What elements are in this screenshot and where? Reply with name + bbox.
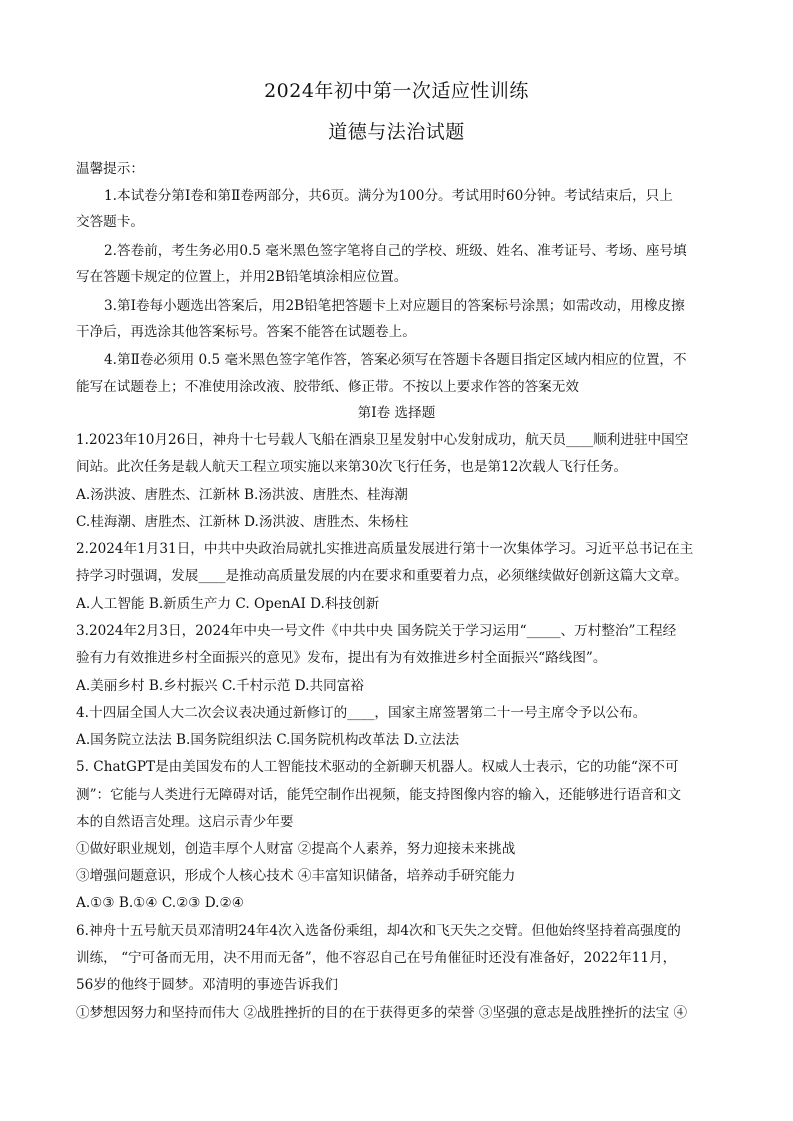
- notice-item-3-line-2: 干净后，再选涂其他答案标号。答案不能答在试题卷上。: [76, 324, 416, 340]
- question-1-line-2: 间站。此次任务是载人航天工程立项实施以来第30次飞行任务，也是第12次载人飞行任务。: [76, 459, 628, 475]
- question-5-options: A.①③ B.①④ C.②③ D.②④: [76, 895, 244, 911]
- question-3-line-1: 3.2024年2月3日，2024年中央一号文件《中共中央 国务院关于学习运用“_____、万村整治”工程经: [76, 623, 677, 639]
- question-3-options: A.美丽乡村 B.乡村振兴 C.千村示范 D.共同富裕: [76, 678, 364, 694]
- notice-item-4-line-1: 4.第Ⅱ卷必须用 0.5 毫米黑色签字笔作答，答案必须写在答题卡各题目指定区域内相应的位置，不: [104, 352, 687, 368]
- exam-title: 2024年初中第一次适应性训练: [264, 80, 529, 102]
- exam-subject: 道德与法治试题: [328, 121, 465, 143]
- question-5-statements-1: ①做好职业规划，创造丰厚个人财富 ②提高个人素养，努力迎接未来挑战: [76, 841, 516, 857]
- question-1-line-1: 1.2023年10月26日，神舟十七号载人飞船在酒泉卫星发射中心发射成功，航天员____顺利进驻中国空: [76, 432, 689, 448]
- question-6-line-1: 6.神舟十五号航天员邓清明24年4次入选备份乘组，却4次和飞天失之交臂。但他始终坚持着高强度的: [76, 923, 681, 939]
- question-5-statements-2: ③增强问题意识，形成个人核心技术 ④丰富知识储备，培养动手研究能力: [76, 868, 516, 884]
- question-1-options-1: A.汤洪波、唐胜杰、江新林 B.汤洪波、唐胜杰、桂海潮: [76, 487, 408, 503]
- question-2-line-1: 2.2024年1月31日，中共中央政治局就扎实推进高质量发展进行第十一次集体学习。习近平总书记在主: [76, 541, 694, 557]
- question-6-line-2: 训练， “宁可备而无用，决不用而无备”，他不容忍自己在号角催征时还没有准备好，2022年11月，: [76, 950, 677, 966]
- notice-item-3-line-1: 3.第Ⅰ卷每小题选出答案后，用2B铅笔把答题卡上对应题目的答案标号涂黑；如需改动，用橡皮擦: [104, 298, 685, 314]
- question-6-line-3: 56岁的他终于圆梦。邓清明的事迹告诉我们: [76, 977, 338, 993]
- question-3-line-2: 验有力有效推进乡村全面振兴的意见》发布，提出有为有效推进乡村全面振兴“路线图”。: [76, 650, 607, 666]
- notice-heading: 温馨提示：: [76, 161, 144, 177]
- notice-item-1-line-1: 1.本试卷分第Ⅰ卷和第Ⅱ卷两部分，共6页。满分为100分。考试用时60分钟。考试结束后，只上: [104, 188, 673, 204]
- question-4-line-1: 4.十四届全国人大二次会议表决通过新修订的____，国家主席签署第二十一号主席令予以公布。: [76, 705, 647, 721]
- question-5-line-1: 5. ChatGPT是由美国发布的人工智能技术驱动的全新聊天机器人。权威人士表示，它的功能“深不可: [76, 759, 679, 775]
- section-1-heading: 第Ⅰ卷 选择题: [357, 405, 436, 421]
- question-4-options: A.国务院立法法 B.国务院组织法 C.国务院机构改革法 D.立法法: [76, 732, 460, 748]
- question-6-statements-1: ①梦想因努力和坚持而伟大 ②战胜挫折的目的在于获得更多的荣誉 ③坚强的意志是战胜挫折的法宝 ④: [76, 1005, 688, 1021]
- question-5-line-3: 本的自然语言处理。这启示青少年要: [76, 814, 294, 830]
- question-1-options-2: C.桂海潮、唐胜杰、江新林 D.汤洪波、唐胜杰、朱杨柱: [76, 514, 409, 530]
- notice-item-4-line-2: 能写在试题卷上；不准使用涂改液、胶带纸、修正带。不按以上要求作答的答案无效: [76, 379, 579, 395]
- notice-item-2-line-2: 写在答题卡规定的位置上，并用2B铅笔填涂相应位置。: [76, 269, 408, 285]
- notice-item-2-line-1: 2.答卷前，考生务必用0.5 毫米黑色签字笔将自己的学校、班级、姓名、准考证号、考场、座号填: [104, 243, 687, 259]
- notice-item-1-line-2: 交答题卡。: [76, 214, 144, 230]
- question-5-line-2: 测”：它能与人类进行无障碍对话，能凭空制作出视频，能支持图像内容的输入，还能够进行语音和文: [76, 787, 682, 803]
- question-2-options: A.人工智能 B.新质生产力 C. OpenAI D.科技创新: [76, 596, 380, 612]
- question-2-line-2: 持学习时强调，发展____是推动高质量发展的内在要求和重要着力点，必须继续做好创新这篇大文章。: [76, 568, 688, 584]
